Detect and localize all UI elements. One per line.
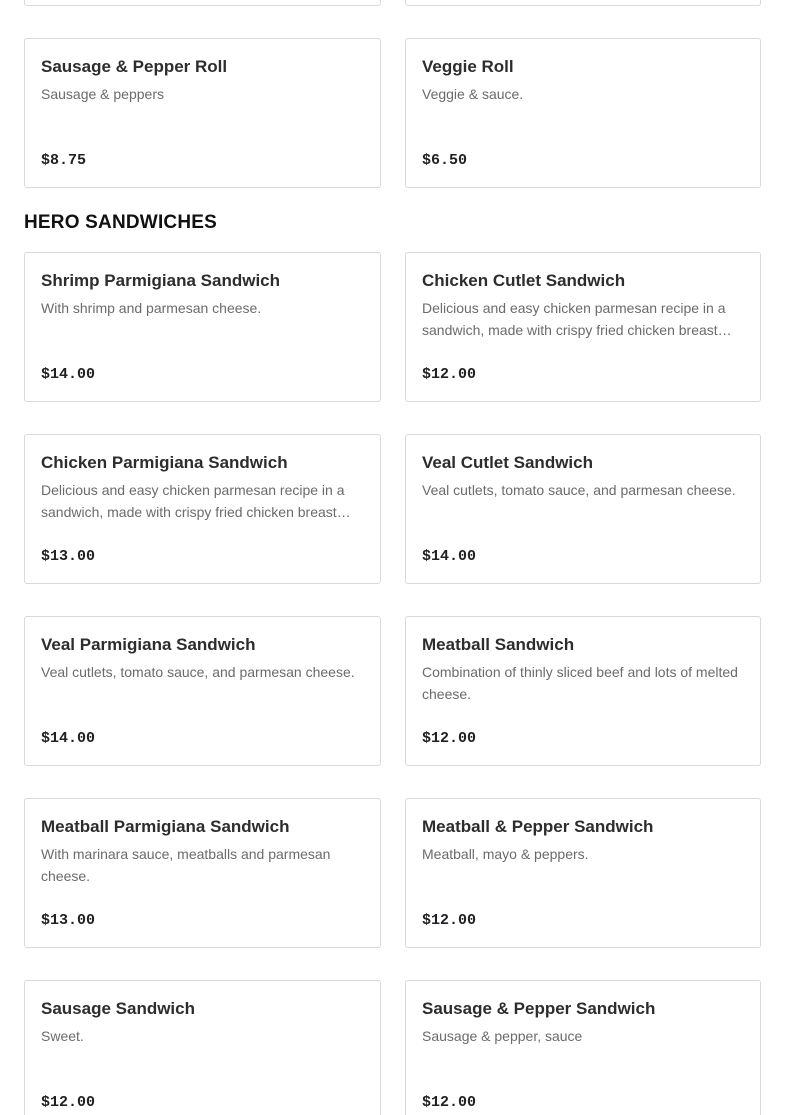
menu-item-card[interactable]	[24, 616, 381, 766]
menu-item-card[interactable]	[24, 0, 381, 6]
menu-item-card[interactable]	[405, 252, 761, 402]
menu-item-description: With marinara sauce, meatballs and parmesan cheese.	[41, 846, 331, 884]
menu-item-card[interactable]	[24, 434, 381, 584]
menu-item-price: $12.00	[422, 1094, 477, 1111]
menu-item-card[interactable]	[405, 38, 761, 188]
menu-item-description: Combination of thinly sliced beef and lots of melted cheese.	[422, 664, 738, 702]
menu-item-description: Veggie & sauce.	[422, 86, 524, 102]
menu-item-price: $14.00	[422, 548, 477, 565]
menu-item-name: Veal Cutlet Sandwich	[422, 453, 593, 472]
menu-item-name: Meatball Parmigiana Sandwich	[41, 817, 290, 836]
menu-item-card[interactable]	[24, 38, 381, 188]
menu-item-price: $14.00	[41, 730, 96, 747]
menu-item-card[interactable]	[24, 798, 381, 948]
previous-section-grid	[24, 0, 761, 188]
menu-item-price: $6.50	[422, 152, 468, 169]
menu-item-description: Delicious and easy chicken parmesan recipe in a sandwich, made with crispy fried chicken breast…	[41, 482, 351, 520]
menu-item-price: $12.00	[422, 730, 477, 747]
menu-item-description: Delicious and easy chicken parmesan recipe in a sandwich, made with crispy fried chicken breast…	[422, 300, 732, 338]
menu-item-description: Veal cutlets, tomato sauce, and parmesan cheese.	[41, 664, 355, 680]
menu-item-card[interactable]	[405, 434, 761, 584]
menu-item-name: Meatball Sandwich	[422, 635, 575, 654]
menu-item-price: $12.00	[41, 1094, 96, 1111]
menu-item-card[interactable]	[24, 252, 381, 402]
menu-item-name: Veal Parmigiana Sandwich	[41, 635, 256, 654]
menu-item-name: Shrimp Parmigiana Sandwich	[41, 271, 281, 290]
menu-item-name: Sausage & Pepper Sandwich	[422, 999, 656, 1018]
menu-item-description: Veal cutlets, tomato sauce, and parmesan cheese.	[422, 482, 736, 498]
menu-item-name: Sausage Sandwich	[41, 999, 195, 1018]
menu-item-description: Sausage & peppers	[41, 86, 164, 102]
menu-item-name: Veggie Roll	[422, 57, 514, 76]
section-title: HERO SANDWICHES	[24, 212, 218, 233]
menu-item-price: $8.75	[41, 152, 87, 169]
menu-item-description: Sweet.	[41, 1028, 84, 1044]
menu-item-name: Meatball & Pepper Sandwich	[422, 817, 654, 836]
menu-item-card[interactable]	[405, 798, 761, 948]
menu-item-price: $13.00	[41, 912, 96, 929]
menu-item-card[interactable]	[405, 980, 761, 1115]
menu-item-description: Sausage & pepper, sauce	[422, 1028, 583, 1044]
menu-item-card[interactable]	[24, 980, 381, 1115]
menu-item-price: $13.00	[41, 548, 96, 565]
menu-item-card[interactable]	[405, 0, 761, 6]
menu-item-name: Chicken Parmigiana Sandwich	[41, 453, 288, 472]
menu-item-name: Chicken Cutlet Sandwich	[422, 271, 626, 290]
menu-item-card[interactable]	[405, 616, 761, 766]
menu-item-price: $14.00	[41, 366, 96, 383]
menu-item-description: With shrimp and parmesan cheese.	[41, 300, 262, 316]
menu-item-price: $12.00	[422, 366, 477, 383]
menu-item-name: Sausage & Pepper Roll	[41, 57, 228, 76]
menu-item-description: Meatball, mayo & peppers.	[422, 846, 589, 862]
hero-sandwiches-grid	[24, 252, 761, 1115]
menu-item-price: $12.00	[422, 912, 477, 929]
